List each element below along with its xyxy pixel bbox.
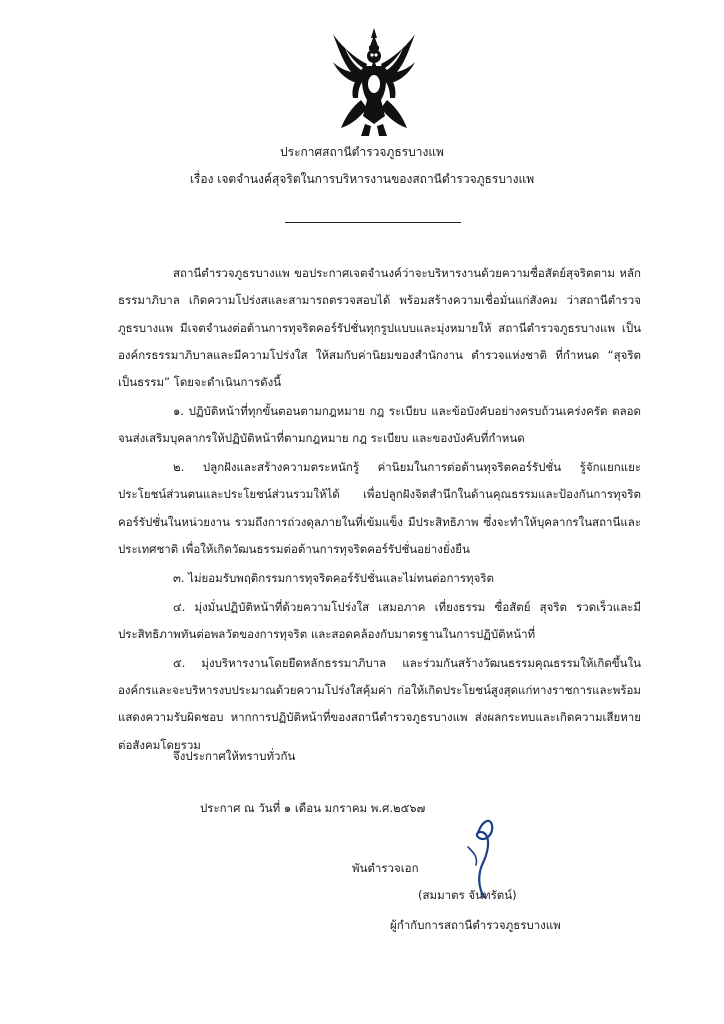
announcement-subject: เรื่อง เจตจำนงค์สุจริตในการบริหารงานของสถานีตำรวจภูธรบางแพ — [189, 172, 535, 186]
item-3: ๓. ไม่ยอมรับพฤติกรรมการทุจริตคอร์รัปชั่นและไม่ทนต่อการทุจริต — [173, 570, 495, 585]
announcement-date: ประกาศ ณ วันที่ ๑ เดือน มกราคม พ.ศ.๒๕๖๗ — [200, 801, 426, 815]
garuda-emblem-icon — [331, 28, 417, 138]
closing-statement: จึงประกาศให้ทราบทั่วกัน — [173, 749, 296, 763]
item-1: ๑. ปฏิบัติหน้าที่ทุกขั้นตอนตามกฎหมาย กฎ ระเบียบ และข้อบังคับอย่างครบถ้วนเคร่งครัด ตลอดจนส่งเสริมบุคลากรให้ปฏิบัติหน้าที่ตามกฎหมาย กฎ ระเบียบ และของบังคับที่กำหนด — [118, 403, 641, 446]
item-4: ๔. มุ่งมั่นปฏิบัติหน้าที่ด้วยความโปร่งใส เสมอภาค เที่ยงธรรม ซื่อสัตย์ สุจริต รวดเร็วและมีประสิทธิภาพทันต่อพลวัตของการทุจริต และสอดคล้องกับมาตรฐานในการปฏิบัติหน้าที่ — [118, 599, 641, 641]
announcement-body — [118, 260, 641, 760]
item-2: ๒. ปลูกฝังและสร้างความตระหนักรู้ ค่านิยมในการต่อต้านทุจริตคอร์รัปชั่น รู้จักแยกแยะประโยชน์ส่วนตนและประโยชน์ส่วนรวมให้ได้ เพื่อปลูกฝังจิตสำนึกในด้านคุณธรรมและป้องกันการทุจริตคอร์รัปชั่นในหน่วยงาน รวมถึงการถ่วงดุลภายในที่เข้มแข็ง มีประสิทธิภาพ ซึ่งจะทำให้บุคลากรในสถานีและประเทศชาติ เพื่อให้เกิดวัฒนธรรมต่อต้านการทุจริตคอร์รัปชั่นอย่างยั่งยืน — [118, 460, 641, 556]
item-5: ๕. มุ่งบริหารงานโดยยึดหลักธรรมาภิบาล และร่วมกันสร้างวัฒนธรรมคุณธรรมให้เกิดขึ้นใน องค์กรและจะบริหารงบประมาณด้วยความโปร่งใสคุ้มค่า ก่อให้เกิดประโยชน์สูงสุดแก่ทางราชการและพร้อม แสดงความรับผิดชอบ หากการปฏิบัติหน้าที่ของสถานีตำรวจภูธรบางแพ ส่งผลกระทบและเกิดความเสียหาย ต่อสังคมโดยรวม — [118, 655, 641, 752]
title-divider — [285, 222, 461, 223]
signatory-rank: พันตำรวจเอก — [352, 861, 419, 875]
signatory-name: (สมมาตร จันทรัตน์) — [418, 888, 517, 902]
intro-paragraph: สถานีตำรวจภูธรบางแพ ขอประกาศเจตจำนงค์ว่าจะบริหารงานด้วยความซื่อสัตย์สุจริตตาม หลักธรรมาภิบาล เกิดความโปร่งสและสามารถตรวจสอบได้ พร้อมสร้างความเชื่อมั่นแก่สังคม ว่าสถานีตำรวจภูธรบางแพ มีเจตจำนงต่อต้านการทุจริตคอร์รัปชั่นทุกรูปแบบและมุ่งหมายให้ สถานีตำรวจภูธรบางแพ เป็นองค์กรธรรมาภิบาลและมีความโปร่งใส ให้สมกับค่านิยมของสำนักงาน ตำรวจแห่งชาติ ที่กำหนด “สุจริต เป็นธรรม” โดยจะดำเนินการดังนี้ — [118, 266, 641, 390]
announcement-title: ประกาศสถานีตำรวจภูธรบางแพ — [280, 145, 444, 159]
signatory-position: ผู้กำกับการสถานีตำรวจภูธรบางแพ — [390, 918, 561, 932]
